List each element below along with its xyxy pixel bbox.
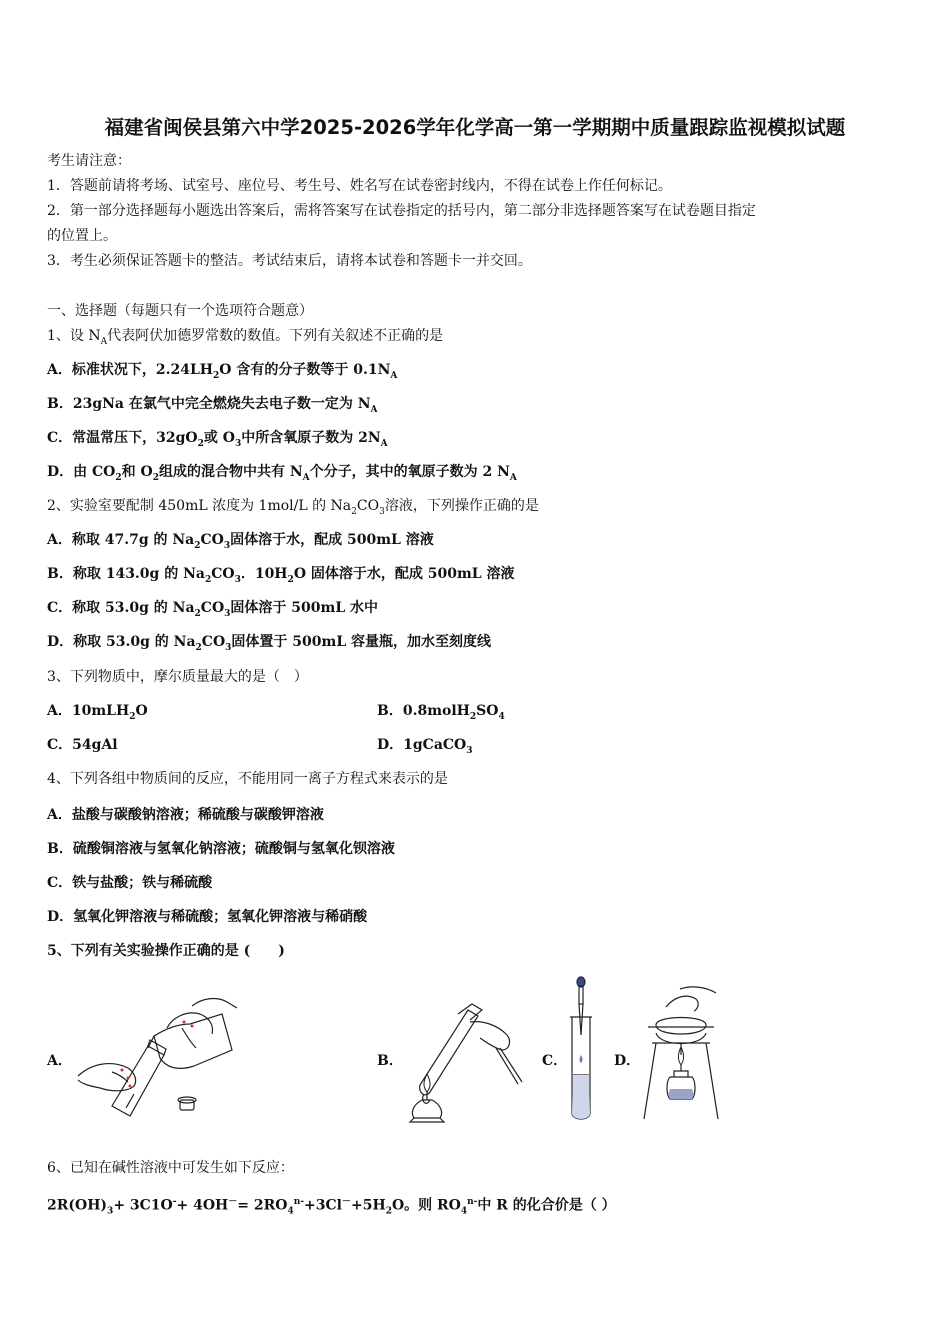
notice-heading: 考生请注意： xyxy=(47,153,131,169)
notice-item-2: 2．第一部分选择题每小题选出答案后，需将答案写在试卷指定的括号内，第二部分非选择题答案写在试卷题目指定 xyxy=(47,203,756,219)
question-1-option-a: A．标准状况下，$2.24LH_2O$ 含有的分子数等于 $0.1N_A$ xyxy=(47,362,398,381)
question-3-stem: 3、下列物质中，摩尔质量最大的是（ ） xyxy=(47,669,308,685)
question-2-option-b: B．称取 143.0g 的 $Na_2CO_3$．$10H_2O$ 固体溶于水，配成 500mL 溶液 xyxy=(47,566,515,585)
question-5-option-a-label: A． xyxy=(47,1053,72,1069)
question-5-option-b-label: B． xyxy=(377,1053,403,1069)
question-4-stem: 4、下列各组中物质间的反应，不能用同一离子方程式来表示的是 xyxy=(47,771,448,787)
question-4-option-d: D．氢氧化钾溶液与稀硫酸；氢氧化钾溶液与稀硝酸 xyxy=(47,909,368,925)
question-3-option-d: D．1gCaCO$_3$ xyxy=(377,737,473,756)
notice-item-1: 1．答题前请将考场、试室号、座位号、考生号、姓名写在试卷密封线内，不得在试卷上作任何标记。 xyxy=(47,178,672,194)
notice-item-3: 3．考生必须保证答题卡的整洁。考试结束后，请将本试卷和答题卡一并交回。 xyxy=(47,253,532,269)
question-1-stem: 1、设 $N_A$代表阿伏加德罗常数的数值。下列有关叙述不正确的是 xyxy=(47,328,444,347)
question-4-option-a: A．盐酸与碳酸钠溶液；稀硫酸与碳酸钾溶液 xyxy=(47,807,324,823)
question-2-option-a: A．称取 47.7g 的 $Na_2CO_3$固体溶于水，配成 500mL 溶液 xyxy=(47,532,434,551)
dropper-test-tube-illustration xyxy=(568,975,594,1125)
question-5-stem: 5、下列有关实验操作正确的是 ( ) xyxy=(47,943,285,959)
question-3-option-a: A．10mLH$_2$O xyxy=(47,703,148,722)
question-2-option-c: C．称取 53.0g 的 $Na_2CO_3$固体溶于 500mL 水中 xyxy=(47,600,379,619)
question-1-option-c: C．常温常压下，$32gO_2$或 $O_3$中所含氧原子数为 $2N_A$ xyxy=(47,430,388,449)
question-5-option-d-label: D． xyxy=(614,1053,641,1069)
question-3-option-c: C．54gAl xyxy=(47,737,118,753)
question-2-stem: 2、实验室要配制 450mL 浓度为 1mol/L 的 $Na_2CO_3$溶液，下列操作正确的是 xyxy=(47,498,539,517)
pouring-liquid-illustration xyxy=(72,988,242,1123)
question-2-option-d: D．称取 53.0g 的 $Na_2CO_3$固体置于 500mL 容量瓶，加水至刻度线 xyxy=(47,634,492,653)
question-1-option-b: B．23gNa 在氯气中完全燃烧失去电子数一定为 $N_A$ xyxy=(47,396,378,415)
section-heading: 一、选择题（每题只有一个选项符合题意） xyxy=(47,303,313,319)
evaporating-dish-illustration xyxy=(636,985,726,1123)
question-1-option-d: D．由 $CO_2$和 $O_2$组成的混合物中共有 $N_A$个分子，其中的氧原子数为 2 $N_A$ xyxy=(47,464,517,483)
question-5-option-c-label: C． xyxy=(542,1053,568,1069)
notice-item-2-cont: 的位置上。 xyxy=(47,228,117,244)
page-title: 福建省闽侯县第六中学2025-2026学年化学高一第一学期期中质量跟踪监视模拟试题 xyxy=(104,116,846,139)
heating-test-tube-illustration xyxy=(400,1000,530,1125)
question-6-stem: 6、已知在碱性溶液中可发生如下反应： xyxy=(47,1160,294,1176)
question-4-option-c: C．铁与盐酸；铁与稀硫酸 xyxy=(47,875,213,891)
question-3-option-b: B．$0.8molH_2SO_4$ xyxy=(377,703,505,722)
question-4-option-b: B．硫酸铜溶液与氢氧化钠溶液；硫酸铜与氢氧化钡溶液 xyxy=(47,841,395,857)
question-6-equation: $2R(OH)_3+ 3C1O^-+ 4OH^-= 2RO_4^{n-}+3Cl^-+5H_2O$。则 $RO_4^{n-}$中 R 的化合价是（ ） xyxy=(47,1197,616,1217)
